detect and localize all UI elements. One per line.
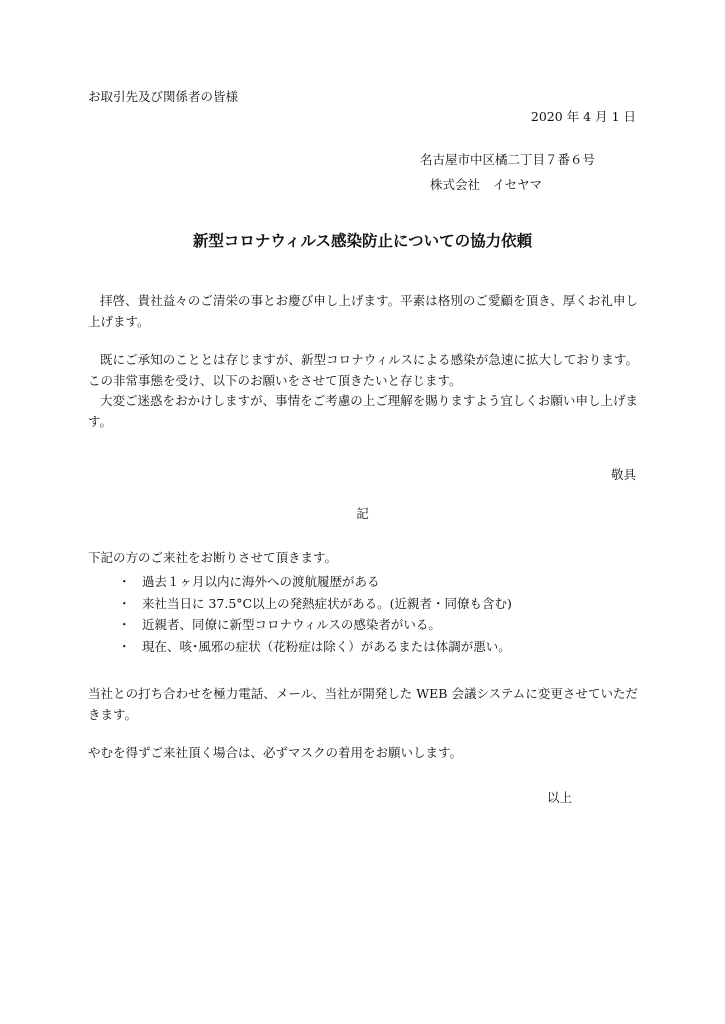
greeting-paragraph: 拝啓、貴社益々のご清栄の事とお慶び申し上げます。平素は格別のご愛顧を頂き、厚くお礼申し上げます。 — [88, 293, 638, 329]
list-intro: 下記の方のご来社をお断りさせて頂きます。 — [88, 550, 338, 565]
ki-heading: 記 — [356, 506, 369, 521]
bullet-icon: ・ — [118, 574, 131, 589]
list-item — [118, 571, 512, 593]
meeting-paragraph: 当社との打ち合わせを極力電話、メール、当社が開発した WEB 会議システムに変更させていただきます。 — [88, 686, 638, 722]
bullet-icon: ・ — [118, 638, 131, 654]
restriction-list — [118, 571, 512, 657]
list-item-text: 近親者、同僚に新型コロナウィルスの感染者がいる。 — [142, 617, 441, 632]
closing-keigu: 敬具 — [610, 467, 636, 482]
closing-ijo: 以上 — [547, 790, 573, 805]
bullet-icon: ・ — [118, 595, 131, 611]
sender-company: 株式会社 イセヤマ — [430, 177, 543, 192]
list-item-text: 現在、咳･風邪の症状（花粉症は除く）があるまたは体調が悪い。 — [142, 638, 511, 654]
apology-paragraph: 大変ご迷惑をおかけしますが、事情をご考慮の上ご理解を賜りますよう宜しくお願い申し上げます。 — [88, 393, 638, 429]
mask-paragraph: やむを得ずご来社頂く場合は、必ずマスクの着用をお願いします。 — [88, 745, 463, 760]
list-item — [118, 636, 512, 658]
addressee: お取引先及び関係者の皆様 — [88, 89, 239, 104]
list-item-text: 来社当日に 37.5°C以上の発熱症状がある。(近親者・同僚も含む) — [142, 595, 512, 611]
document-title: 新型コロナウィルス感染防止についての協力依頼 — [192, 232, 533, 250]
bullet-icon: ・ — [118, 617, 131, 632]
sender-address: 名古屋市中区橘二丁目７番６号 — [420, 152, 596, 167]
list-item — [118, 593, 512, 615]
list-item — [118, 614, 512, 636]
list-item-text: 過去１ヶ月以内に海外への渡航履歴がある — [142, 574, 380, 589]
situation-paragraph: 既にご承知のこととは存じますが、新型コロナウィルスによる感染が急速に拡大しております。この非常事態を受け、以下のお願いをさせて頂きたいと存じます。 — [88, 352, 638, 388]
letter-date: 2020 年 4 月 1 日 — [530, 109, 636, 124]
